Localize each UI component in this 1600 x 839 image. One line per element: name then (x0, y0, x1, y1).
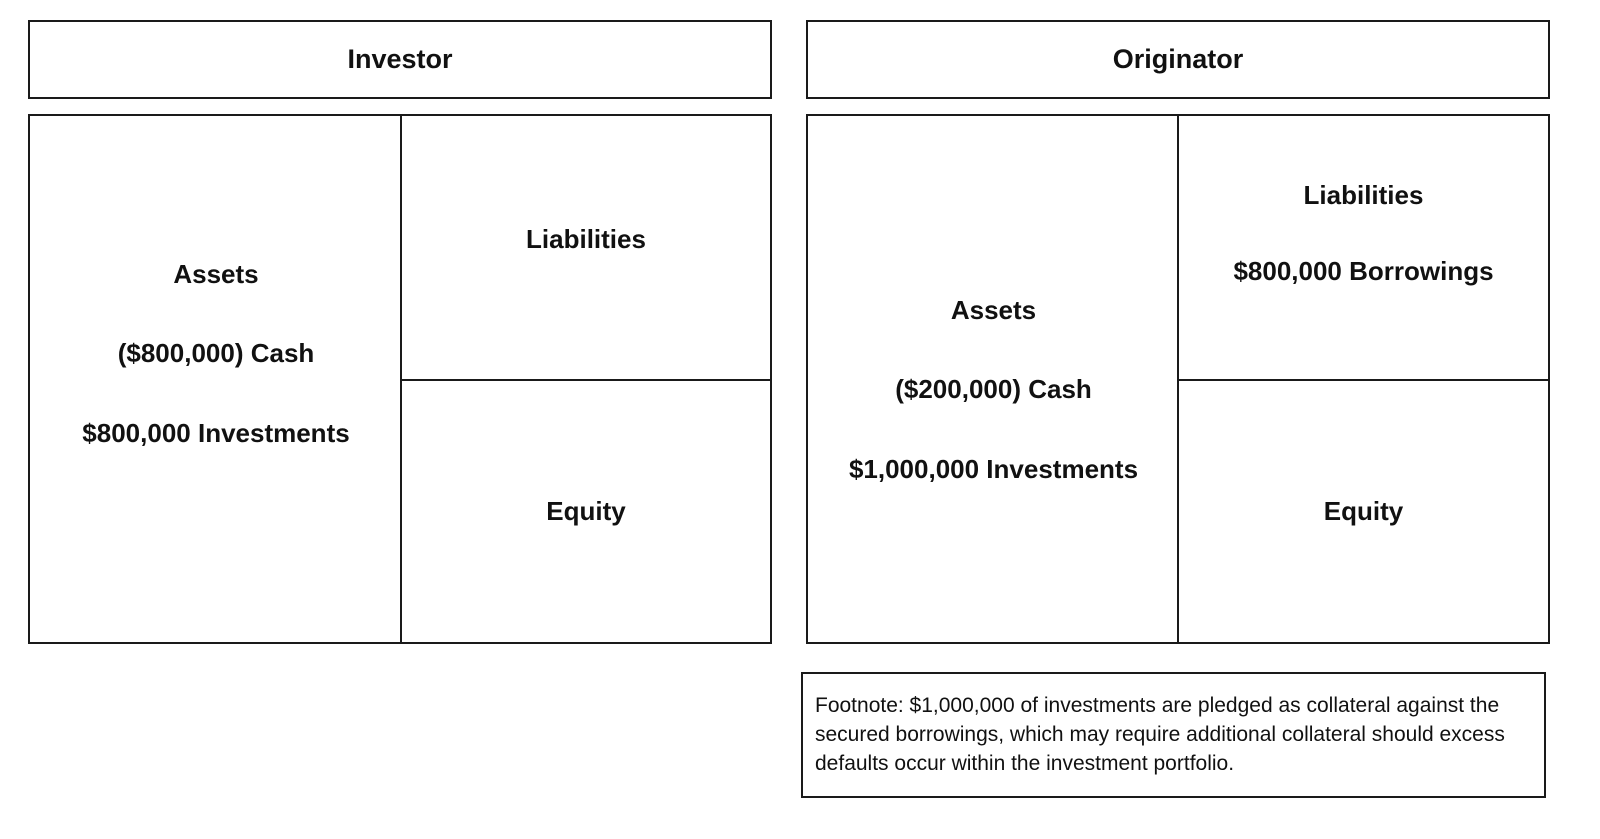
investor-assets-cash: ($800,000) Cash (117, 338, 315, 369)
footnote-box (801, 672, 1546, 798)
originator-title-box (806, 20, 1550, 99)
investor-assets-cell (30, 116, 402, 642)
originator-assets-cell (808, 116, 1179, 642)
investor-equity-cell (402, 381, 770, 642)
originator-assets-cash: ($200,000) Cash (895, 374, 1092, 405)
originator-equity-cell (1179, 381, 1548, 642)
originator-equity-heading: Equity (1323, 495, 1404, 526)
originator-balance-sheet (806, 114, 1550, 644)
investor-balance-sheet (28, 114, 772, 644)
originator-assets-heading: Assets (950, 295, 1037, 326)
originator-liabilities-borrowings: $800,000 Borrowings (1233, 255, 1494, 286)
investor-title: Investor (347, 44, 453, 74)
originator-title: Originator (1112, 44, 1244, 74)
investor-liabilities-heading: Liabilities (526, 223, 646, 254)
investor-liabilities-cell (402, 116, 770, 379)
investor-title-box (28, 20, 772, 99)
originator-liabilities-cell (1179, 116, 1548, 379)
footnote-text: Footnote: $1,000,000 of investments are pledged as collateral against the secured borrowings, which may require additional collateral should excess defaults occur within the investment portfolio. (815, 694, 1505, 775)
originator-liabilities-heading: Liabilities (1303, 180, 1424, 211)
investor-equity-heading: Equity (546, 495, 626, 526)
investor-assets-investments: $800,000 Investments (82, 417, 350, 448)
investor-assets-heading: Assets (173, 259, 259, 290)
originator-assets-investments: $1,000,000 Investments (848, 453, 1139, 484)
